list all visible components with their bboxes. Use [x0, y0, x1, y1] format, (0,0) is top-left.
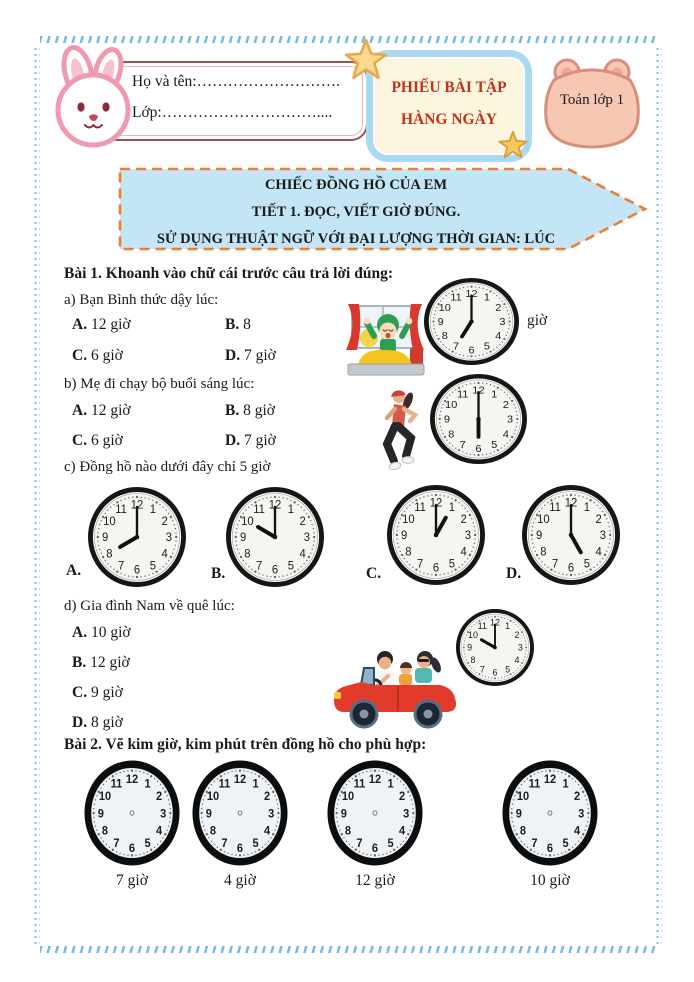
- svg-text:1: 1: [505, 621, 511, 631]
- svg-text:3: 3: [165, 532, 172, 545]
- svg-text:12: 12: [564, 497, 578, 510]
- svg-text:8: 8: [540, 546, 547, 559]
- svg-text:1: 1: [149, 503, 157, 517]
- svg-text:6: 6: [546, 841, 554, 855]
- svg-text:7: 7: [113, 836, 120, 851]
- svg-text:2: 2: [495, 303, 502, 314]
- svg-text:11: 11: [477, 621, 487, 631]
- svg-text:11: 11: [110, 777, 123, 791]
- question-b: b) Mẹ đi chạy bộ buổi sáng lúc:: [64, 376, 255, 392]
- svg-text:2: 2: [573, 789, 581, 804]
- svg-text:5: 5: [505, 664, 511, 675]
- svg-text:7: 7: [255, 560, 263, 573]
- svg-text:3: 3: [403, 806, 410, 821]
- option-a-B: B. 8: [225, 316, 251, 333]
- svg-text:6: 6: [567, 562, 575, 575]
- svg-text:1: 1: [448, 501, 456, 515]
- star-icon: [344, 38, 388, 82]
- svg-text:3: 3: [464, 530, 471, 543]
- svg-text:8: 8: [519, 824, 527, 838]
- class-field: Lớp:…………………………....: [132, 104, 333, 121]
- svg-text:1: 1: [583, 501, 591, 515]
- empty-clock-4-label: 10 giờ: [530, 872, 570, 889]
- svg-text:12: 12: [429, 497, 443, 510]
- svg-text:4: 4: [502, 428, 509, 441]
- svg-text:11: 11: [353, 777, 366, 791]
- option-a-C: C. 6 giờ: [72, 347, 123, 364]
- svg-text:5: 5: [387, 836, 394, 851]
- family-car-illustration: [328, 644, 463, 732]
- option-a-D: D. 7 giờ: [225, 347, 276, 364]
- svg-text:4: 4: [398, 824, 406, 838]
- svg-text:6: 6: [492, 667, 498, 678]
- svg-text:4: 4: [155, 824, 163, 838]
- svg-text:12: 12: [233, 772, 247, 787]
- svg-text:4: 4: [495, 331, 502, 343]
- clock-choice-A: [88, 487, 186, 587]
- svg-text:12: 12: [543, 772, 557, 787]
- clock-a-suffix: giờ: [527, 312, 548, 329]
- svg-text:7: 7: [531, 836, 538, 851]
- clock-choice-A-label: A.: [66, 562, 82, 579]
- svg-text:7: 7: [221, 836, 228, 851]
- svg-text:4: 4: [514, 655, 520, 666]
- svg-text:7: 7: [551, 558, 559, 571]
- svg-text:1: 1: [387, 777, 394, 791]
- svg-text:10: 10: [444, 399, 458, 411]
- empty-clock-2-label: 4 giờ: [224, 872, 256, 889]
- svg-text:4: 4: [460, 546, 467, 559]
- svg-text:6: 6: [371, 841, 379, 855]
- svg-text:7: 7: [117, 560, 125, 573]
- svg-text:12: 12: [268, 499, 282, 512]
- svg-text:5: 5: [287, 560, 295, 573]
- option-b-C: C. 6 giờ: [72, 432, 123, 449]
- svg-text:4: 4: [161, 548, 168, 561]
- svg-text:1: 1: [287, 503, 295, 517]
- grade-badge: Toán lớp 1: [559, 92, 625, 108]
- svg-text:12: 12: [125, 772, 139, 787]
- option-b-A: A. 12 giờ: [72, 402, 131, 419]
- svg-text:2: 2: [155, 789, 163, 804]
- svg-text:7: 7: [479, 664, 485, 675]
- bunny-icon: [48, 44, 144, 152]
- sheet-title-line2: HÀNG NGÀY: [400, 111, 497, 128]
- svg-text:2: 2: [398, 789, 406, 804]
- svg-text:8: 8: [344, 824, 352, 838]
- empty-clock-3-label: 12 giờ: [355, 872, 395, 889]
- svg-text:6: 6: [475, 443, 482, 455]
- svg-text:8: 8: [209, 824, 217, 838]
- svg-text:10: 10: [341, 789, 355, 804]
- svg-text:3: 3: [506, 414, 514, 426]
- svg-text:7: 7: [356, 836, 363, 851]
- empty-clock-1: [84, 760, 180, 866]
- star-small-icon: [498, 130, 528, 160]
- svg-text:5: 5: [144, 836, 151, 851]
- svg-text:9: 9: [443, 414, 451, 426]
- svg-text:5: 5: [448, 558, 456, 571]
- svg-text:1: 1: [491, 388, 498, 401]
- empty-clock-4: [502, 760, 598, 866]
- option-b-D: D. 7 giờ: [225, 432, 276, 449]
- clock-choice-C: [387, 485, 485, 585]
- svg-text:12: 12: [368, 772, 382, 787]
- frame-left-border: [33, 46, 40, 944]
- svg-text:9: 9: [515, 806, 522, 821]
- svg-text:2: 2: [161, 515, 168, 528]
- svg-text:5: 5: [491, 439, 498, 451]
- svg-text:3: 3: [599, 530, 606, 543]
- svg-text:9: 9: [102, 532, 109, 545]
- svg-text:2: 2: [299, 515, 306, 528]
- banner-line1: CHIẾC ĐỒNG HỒ CỦA EM: [264, 177, 448, 193]
- clock-choice-D: [522, 485, 620, 585]
- banner-line3: SỬ DỤNG THUẬT NGỮ VỚI ĐẠI LƯỢNG THỜI GIAN: LÚC: [156, 231, 556, 247]
- svg-text:1: 1: [252, 777, 259, 791]
- empty-clock-3: [327, 760, 423, 866]
- option-b-B: B. 8 giờ: [225, 402, 275, 419]
- svg-text:7: 7: [459, 439, 466, 451]
- svg-text:11: 11: [218, 777, 231, 791]
- svg-text:8: 8: [470, 655, 476, 666]
- option-a-A: A. 12 giờ: [72, 316, 131, 333]
- svg-text:10: 10: [98, 789, 112, 804]
- svg-text:6: 6: [128, 841, 136, 855]
- svg-text:11: 11: [456, 388, 469, 401]
- svg-text:9: 9: [467, 642, 473, 653]
- option-d-B: B. 12 giờ: [72, 654, 130, 671]
- svg-text:12: 12: [465, 289, 478, 300]
- svg-text:3: 3: [499, 317, 506, 328]
- svg-text:10: 10: [103, 515, 116, 528]
- svg-text:6: 6: [236, 841, 244, 855]
- question-d: d) Gia đình Nam về quê lúc:: [64, 598, 235, 614]
- name-field: Họ và tên:……………………….: [132, 73, 340, 90]
- svg-text:8: 8: [448, 428, 455, 441]
- svg-text:8: 8: [106, 548, 113, 561]
- svg-text:5: 5: [583, 558, 591, 571]
- svg-text:6: 6: [432, 562, 440, 575]
- option-d-A: A. 10 giờ: [72, 624, 131, 641]
- banner-line2: TIẾT 1. ĐỌC, VIẾT GIỜ ĐÚNG.: [251, 204, 461, 220]
- svg-text:2: 2: [460, 513, 467, 526]
- clock-choice-B-label: B.: [211, 565, 226, 582]
- clock-question-a: [424, 278, 519, 365]
- svg-text:10: 10: [468, 630, 479, 641]
- clock-choice-B: [226, 487, 324, 587]
- svg-text:6: 6: [271, 564, 279, 577]
- svg-text:11: 11: [115, 503, 127, 517]
- svg-text:10: 10: [438, 303, 451, 314]
- svg-text:8: 8: [405, 546, 412, 559]
- svg-text:1: 1: [483, 292, 490, 304]
- clock-choice-D-label: D.: [506, 565, 522, 582]
- option-d-D: D. 8 giờ: [72, 714, 123, 731]
- sheet-title-line1: PHIẾU BÀI TẬP: [391, 79, 507, 96]
- svg-text:7: 7: [453, 341, 460, 353]
- empty-clock-1-label: 7 giờ: [116, 872, 148, 889]
- svg-text:1: 1: [144, 777, 151, 791]
- boy-waking-illustration: [338, 300, 433, 380]
- svg-text:11: 11: [450, 292, 462, 304]
- svg-text:8: 8: [441, 331, 448, 343]
- svg-text:11: 11: [549, 501, 561, 515]
- svg-text:12: 12: [490, 617, 500, 628]
- svg-text:12: 12: [472, 384, 485, 397]
- svg-text:9: 9: [340, 806, 347, 821]
- svg-text:9: 9: [536, 530, 543, 543]
- svg-text:5: 5: [562, 836, 569, 851]
- svg-text:4: 4: [263, 824, 271, 838]
- option-d-C: C. 9 giờ: [72, 684, 123, 701]
- clock-choice-C-label: C.: [366, 565, 382, 582]
- svg-text:4: 4: [573, 824, 581, 838]
- svg-text:10: 10: [402, 513, 415, 526]
- svg-text:11: 11: [528, 777, 541, 791]
- svg-text:7: 7: [416, 558, 424, 571]
- svg-text:6: 6: [133, 564, 141, 577]
- svg-text:6: 6: [468, 345, 475, 357]
- svg-text:9: 9: [205, 806, 212, 821]
- empty-clock-2: [192, 760, 288, 866]
- svg-text:5: 5: [483, 341, 490, 353]
- svg-text:3: 3: [160, 806, 167, 821]
- frame-bottom-border: [40, 946, 656, 953]
- svg-text:3: 3: [578, 806, 585, 821]
- svg-text:3: 3: [517, 642, 523, 653]
- svg-text:4: 4: [595, 546, 602, 559]
- question-c: c) Đồng hồ nào dưới đây chỉ 5 giờ: [64, 459, 271, 475]
- svg-text:10: 10: [241, 515, 254, 528]
- clock-question-b: [430, 374, 527, 464]
- svg-text:3: 3: [268, 806, 275, 821]
- svg-text:9: 9: [240, 532, 247, 545]
- svg-text:12: 12: [130, 499, 144, 512]
- svg-text:11: 11: [253, 503, 265, 517]
- svg-text:9: 9: [401, 530, 408, 543]
- svg-text:1: 1: [562, 777, 569, 791]
- svg-text:10: 10: [537, 513, 550, 526]
- clock-question-d: [456, 609, 534, 686]
- svg-text:9: 9: [97, 806, 104, 821]
- svg-text:9: 9: [437, 317, 444, 328]
- svg-text:10: 10: [206, 789, 220, 804]
- svg-text:3: 3: [303, 532, 310, 545]
- svg-text:10: 10: [516, 789, 530, 804]
- svg-text:2: 2: [595, 513, 602, 526]
- svg-text:2: 2: [263, 789, 271, 804]
- svg-text:5: 5: [252, 836, 259, 851]
- svg-text:2: 2: [514, 630, 520, 641]
- svg-text:2: 2: [502, 399, 509, 411]
- svg-text:4: 4: [299, 548, 306, 561]
- exercise1-title: Bài 1. Khoanh vào chữ cái trước câu trả lời đúng:: [64, 265, 393, 282]
- question-a: a) Bạn Bình thức dậy lúc:: [64, 292, 219, 308]
- frame-right-border: [655, 46, 662, 944]
- svg-text:8: 8: [101, 824, 109, 838]
- exercise2-title: Bài 2. Vẽ kim giờ, kim phút trên đồng hồ cho phù hợp:: [64, 736, 427, 753]
- svg-text:5: 5: [149, 560, 157, 573]
- svg-text:11: 11: [414, 501, 426, 515]
- svg-text:8: 8: [244, 548, 251, 561]
- jogging-woman-illustration: [358, 382, 438, 474]
